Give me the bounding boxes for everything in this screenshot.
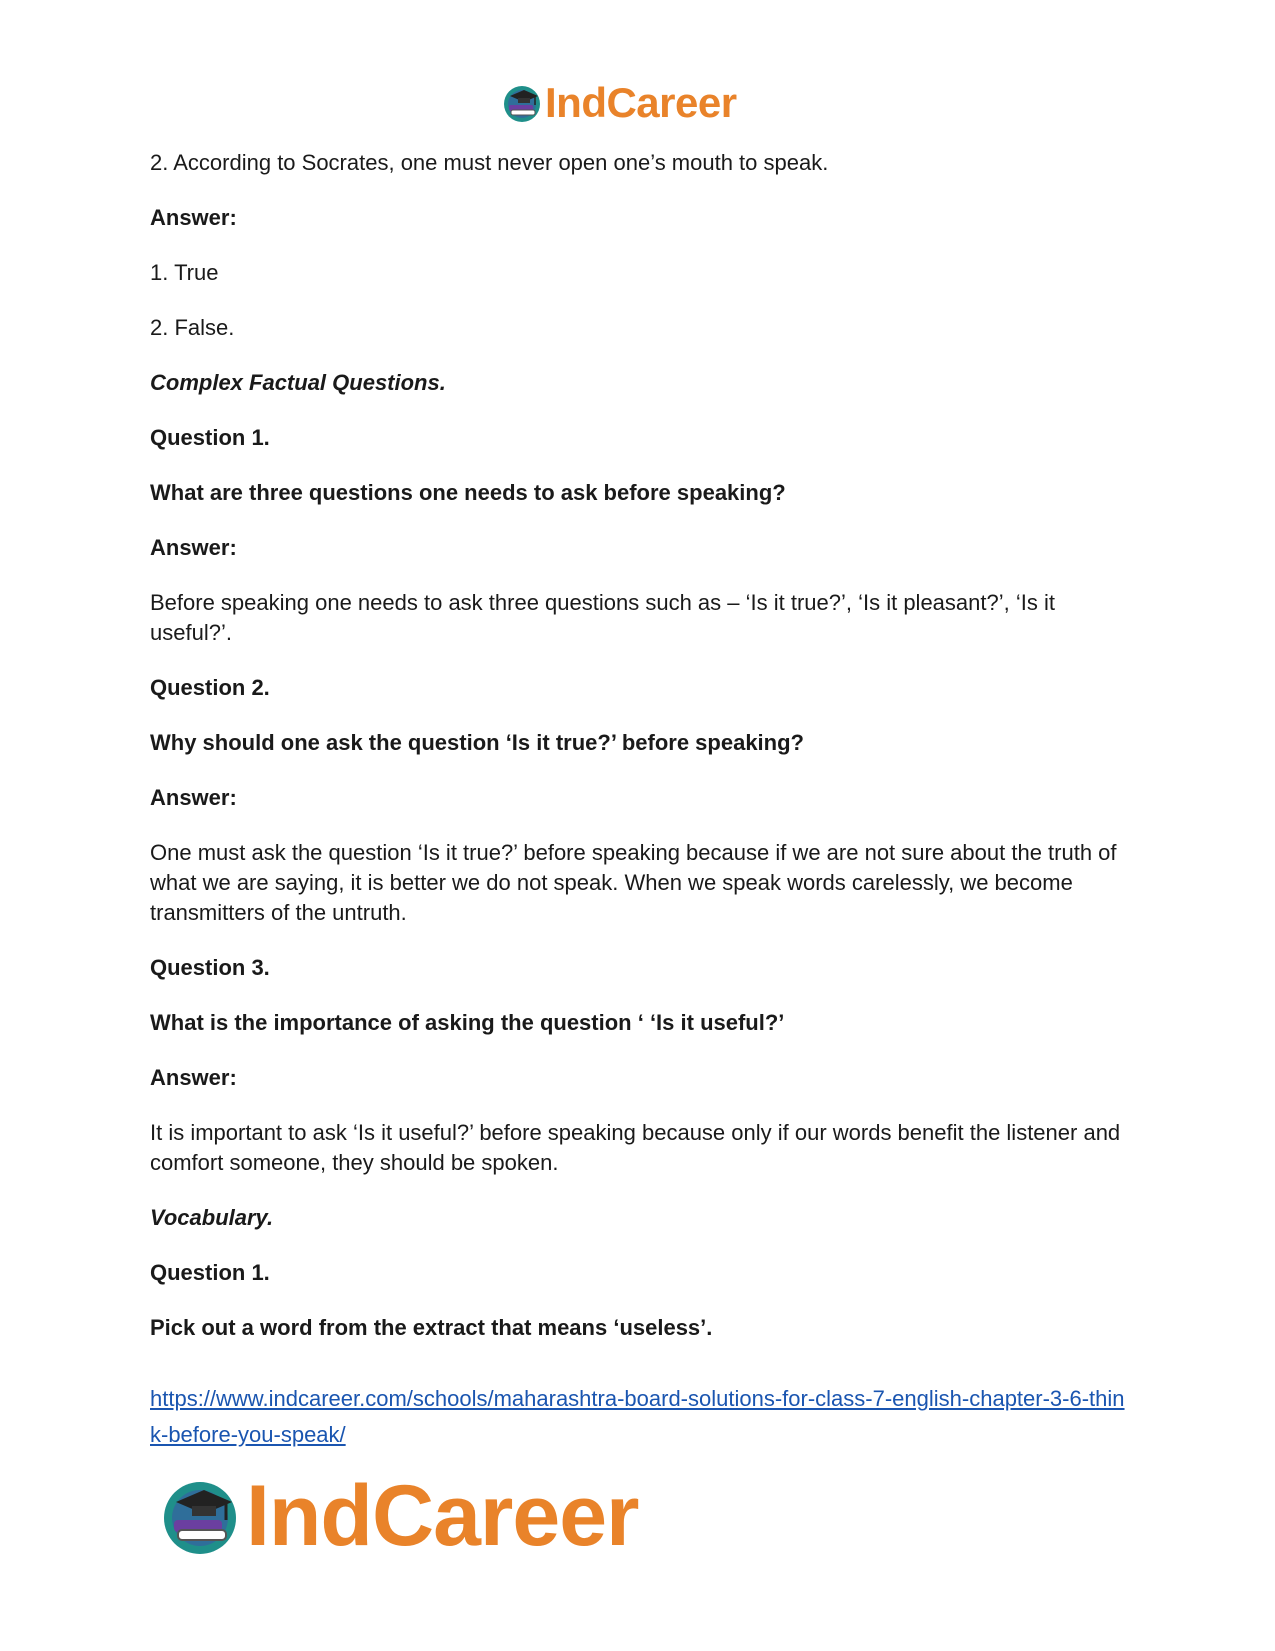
- footer-logo: [160, 1468, 639, 1564]
- question-text-2: Why should one ask the question ‘Is it true?’ before speaking?: [150, 730, 804, 755]
- graduation-book-icon: [160, 1476, 240, 1556]
- answer-label: Answer:: [150, 1065, 237, 1090]
- graduation-book-icon: [502, 83, 542, 123]
- answer-label: Answer:: [150, 205, 237, 230]
- vocab-question-text-1: Pick out a word from the extract that means ‘useless’.: [150, 1315, 713, 1340]
- question-label-2: Question 2.: [150, 675, 270, 700]
- header-logo: [502, 80, 737, 126]
- logo-wordmark: IndCareer: [246, 1468, 639, 1564]
- answer-text-2: One must ask the question ‘Is it true?’ before speaking because if we are not sure about the truth of what we are saying, it is better we do not speak. When we speak words carelessly, we become transmitters of the untruth.: [150, 840, 1117, 925]
- answer-item-1: 1. True: [150, 260, 219, 285]
- vocab-question-label-1: Question 1.: [150, 1260, 270, 1285]
- source-link[interactable]: https://www.indcareer.com/schools/maharashtra-board-solutions-for-class-7-english-chapter-3-6-think-before-you-speak/: [150, 1386, 1125, 1447]
- answer-text-1: Before speaking one needs to ask three questions such as – ‘Is it true?’, ‘Is it pleasant?’, ‘Is it useful?’.: [150, 590, 1055, 645]
- question-label-3: Question 3.: [150, 955, 270, 980]
- question-text-3: What is the importance of asking the question ‘ ‘Is it useful?’: [150, 1010, 785, 1035]
- statement-2: 2. According to Socrates, one must never open one’s mouth to speak.: [150, 150, 829, 175]
- document-body: [150, 148, 1130, 1478]
- section-heading-complex: Complex Factual Questions.: [150, 370, 446, 395]
- answer-item-2: 2. False.: [150, 315, 235, 340]
- logo-wordmark: IndCareer: [545, 79, 737, 126]
- section-heading-vocabulary: Vocabulary.: [150, 1205, 274, 1230]
- answer-label: Answer:: [150, 535, 237, 560]
- question-label-1: Question 1.: [150, 425, 270, 450]
- answer-text-3: It is important to ask ‘Is it useful?’ before speaking because only if our words benefit the listener and comfort someone, they should be spoken.: [150, 1120, 1121, 1175]
- answer-label: Answer:: [150, 785, 237, 810]
- question-text-1: What are three questions one needs to ask before speaking?: [150, 480, 786, 505]
